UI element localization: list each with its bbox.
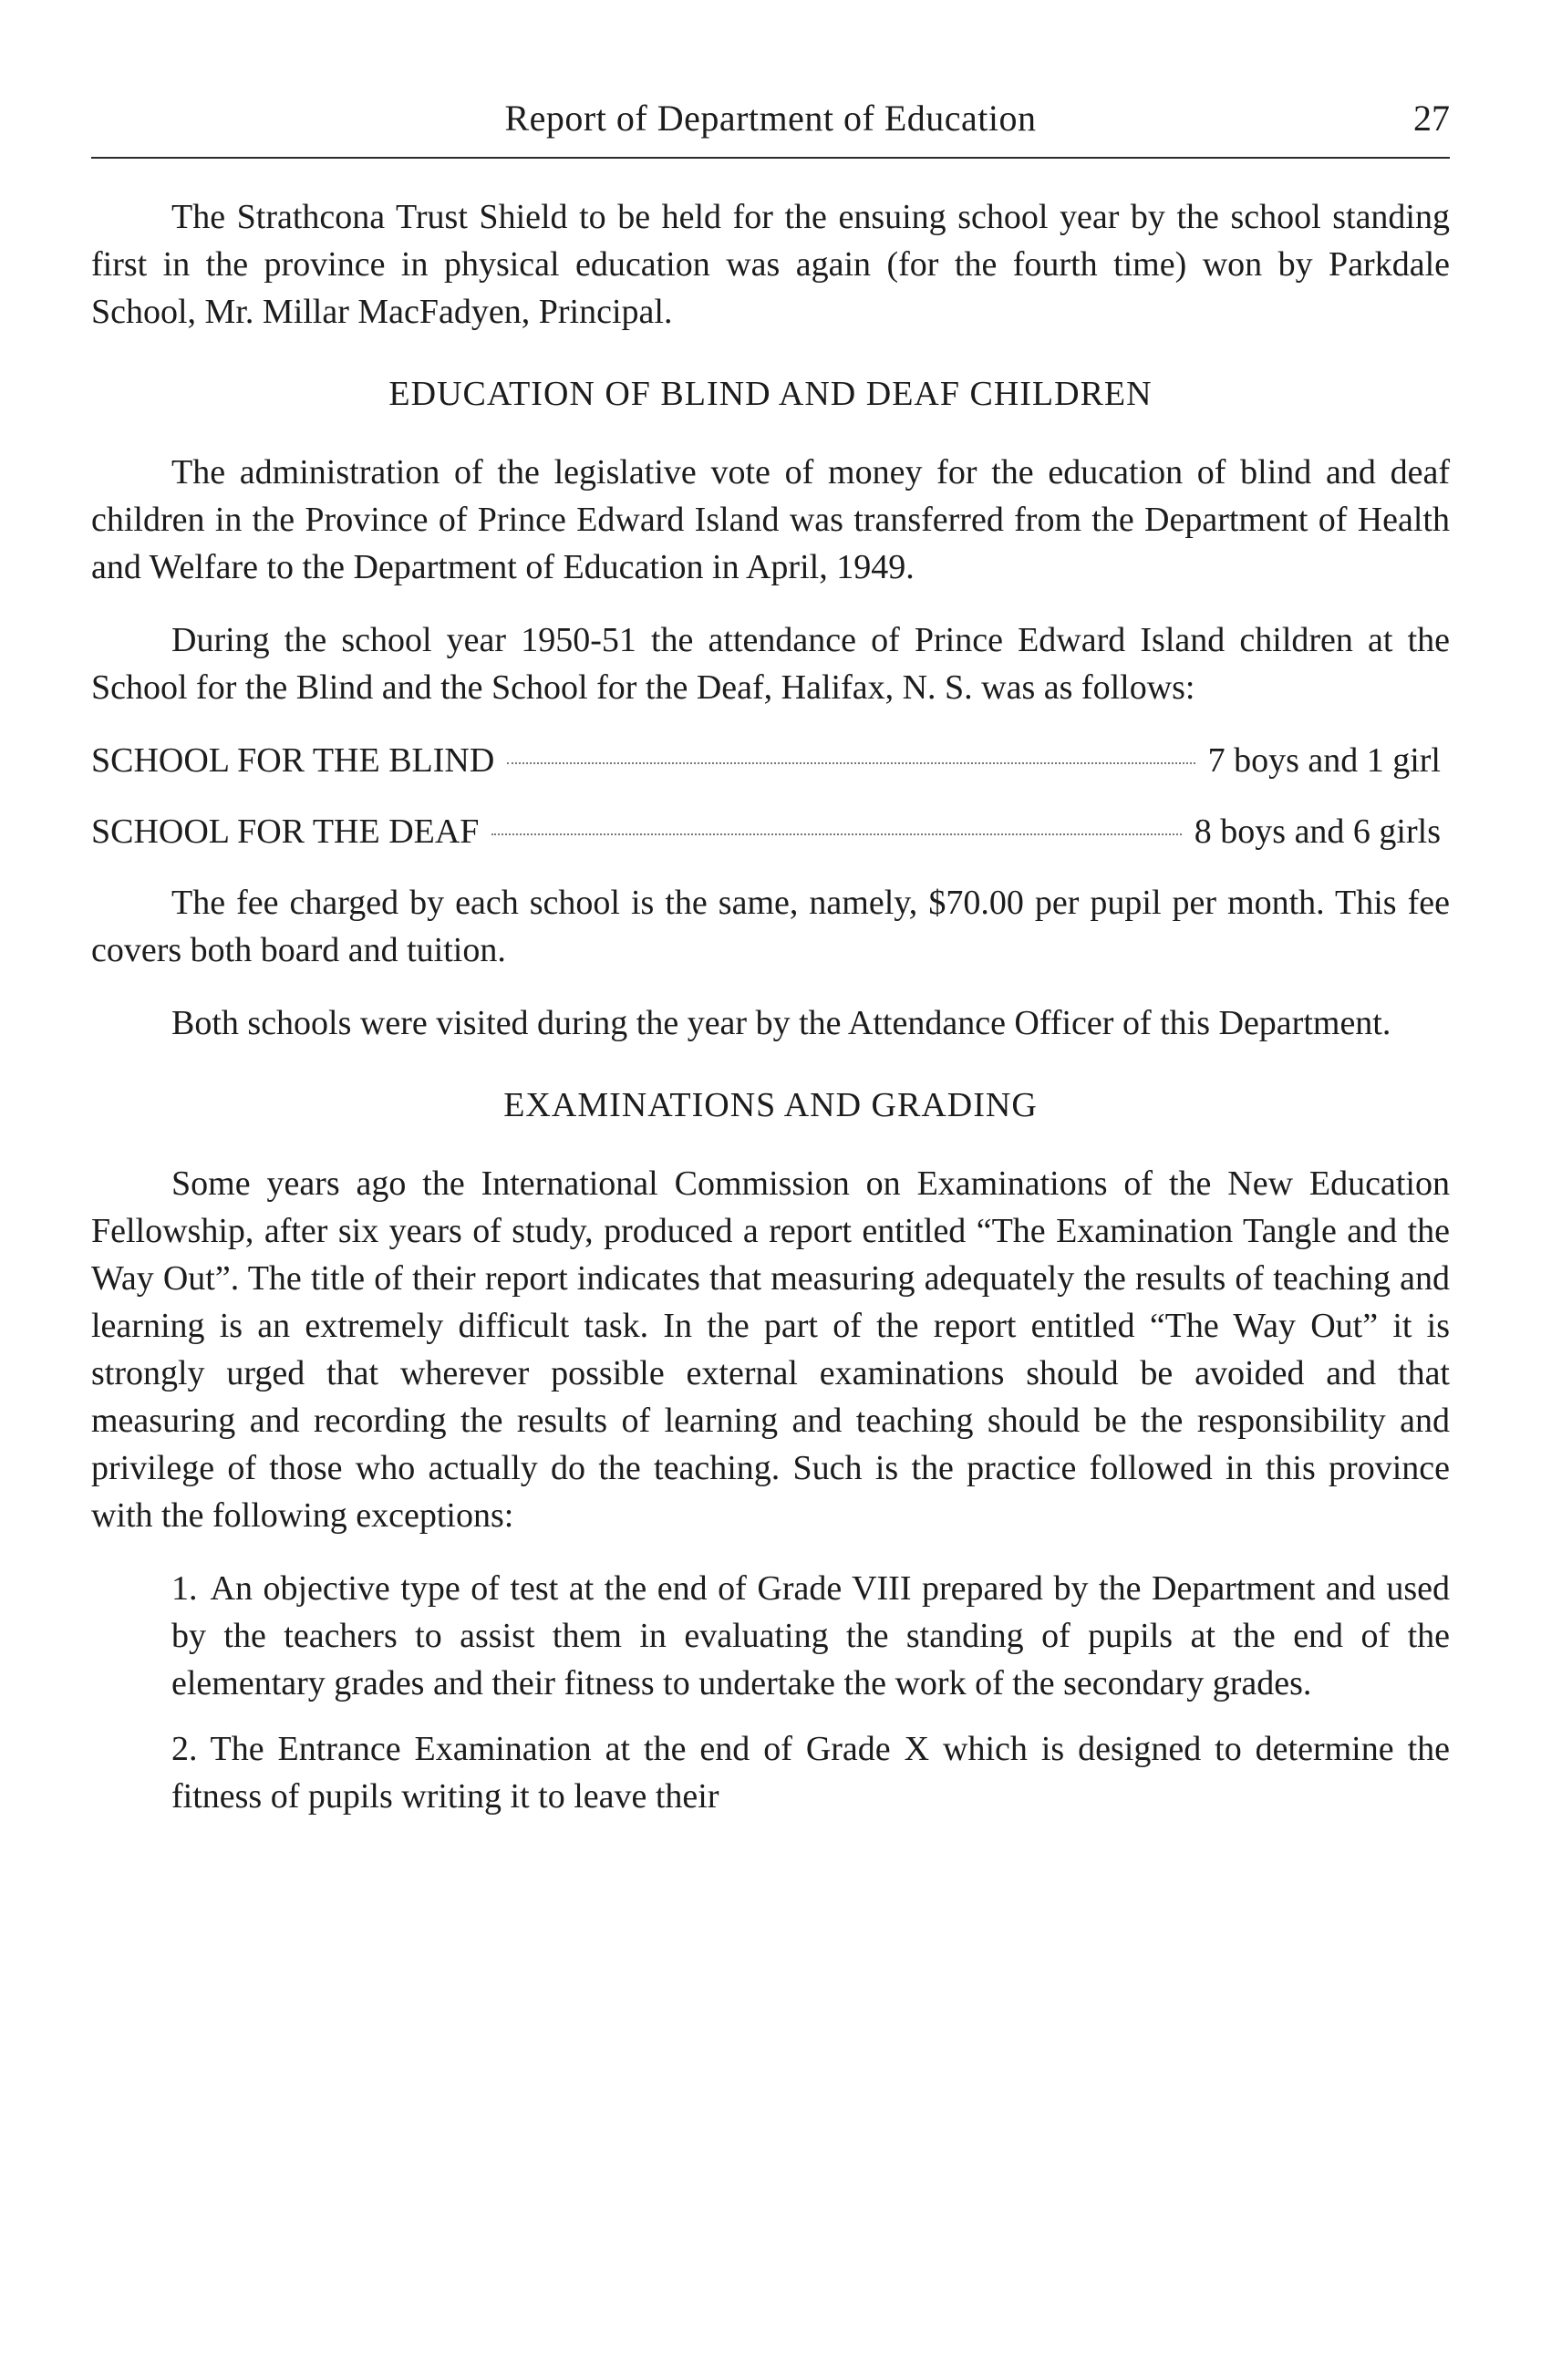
- exception-item-2: [171, 1725, 1450, 1820]
- attendance-count: 7 boys and 1 girl: [1207, 741, 1441, 780]
- dot-leader: [507, 762, 1195, 764]
- heading-examinations-grading: EXAMINATIONS AND GRADING: [503, 1086, 1038, 1124]
- list-number: 1.: [171, 1569, 198, 1608]
- list-text: The Entrance Examination at the end of Grade X which is designed to determine the fitness of pupils writing it to leave their: [171, 1730, 1450, 1816]
- list-number: 2.: [171, 1730, 198, 1768]
- attendance-row-blind: [91, 737, 1450, 784]
- attendance-count: 8 boys and 6 girls: [1194, 812, 1441, 851]
- header-title: Report of Department of Education: [504, 98, 1037, 139]
- document-page: [91, 91, 1450, 1838]
- school-name: SCHOOL FOR THE BLIND: [91, 741, 495, 780]
- list-text: An objective type of test at the end of Grade VIII prepared by the Department and used by the teachers to assist them in evaluating the standing of pupils at the end of the elementary grades and their fitness to undertake the work of the secondary grades.: [171, 1569, 1450, 1702]
- paragraph-fee: The fee charged by each school is the same, namely, $70.00 per pupil per month. This fee covers both board and tuition.: [91, 884, 1450, 969]
- page-body: [91, 193, 1450, 1820]
- paragraph-examinations: Some years ago the International Commission on Examinations of the New Education Fellowship, after six years of study, produced a report entitled “The Examination Tangle and the Way Out”. The title of their report indicates that measuring adequately the results of teaching and learning is an extremely difficult task. In the part of the report entitled “The Way Out” it is strongly urged that wherever possible external examinations should be avoided and that measuring and recording the results of learning and teaching should be the responsibility and privilege of those who actually do the teaching. Such is the practice followed in this province with the following exceptions:: [91, 1164, 1450, 1535]
- dot-leader: [491, 833, 1181, 835]
- heading-blind-deaf-education: EDUCATION OF BLIND AND DEAF CHILDREN: [388, 375, 1153, 413]
- page-number: 27: [1413, 98, 1450, 139]
- paragraph-administration: The administration of the legislative vote of money for the education of blind and deaf children in the Province of Prince Edward Island was transferred from the Department of Health and Welfare to the Department of Education in April, 1949.: [91, 453, 1450, 586]
- school-name: SCHOOL FOR THE DEAF: [91, 812, 480, 851]
- paragraph-visited: Both schools were visited during the year by the Attendance Officer of this Department.: [171, 1004, 1391, 1042]
- exception-item-1: [171, 1565, 1450, 1707]
- paragraph-strathcona-shield: The Strathcona Trust Shield to be held for the ensuing school year by the school standing first in the province in physical education was again (for the fourth time) won by Parkdale School, Mr. Millar MacFadyen, Principal.: [91, 198, 1450, 331]
- running-header: [91, 91, 1450, 159]
- attendance-row-deaf: [91, 808, 1450, 855]
- paragraph-attendance: During the school year 1950-51 the attendance of Prince Edward Island children at the School for the Blind and the School for the Deaf, Halifax, N. S. was as follows:: [91, 621, 1450, 707]
